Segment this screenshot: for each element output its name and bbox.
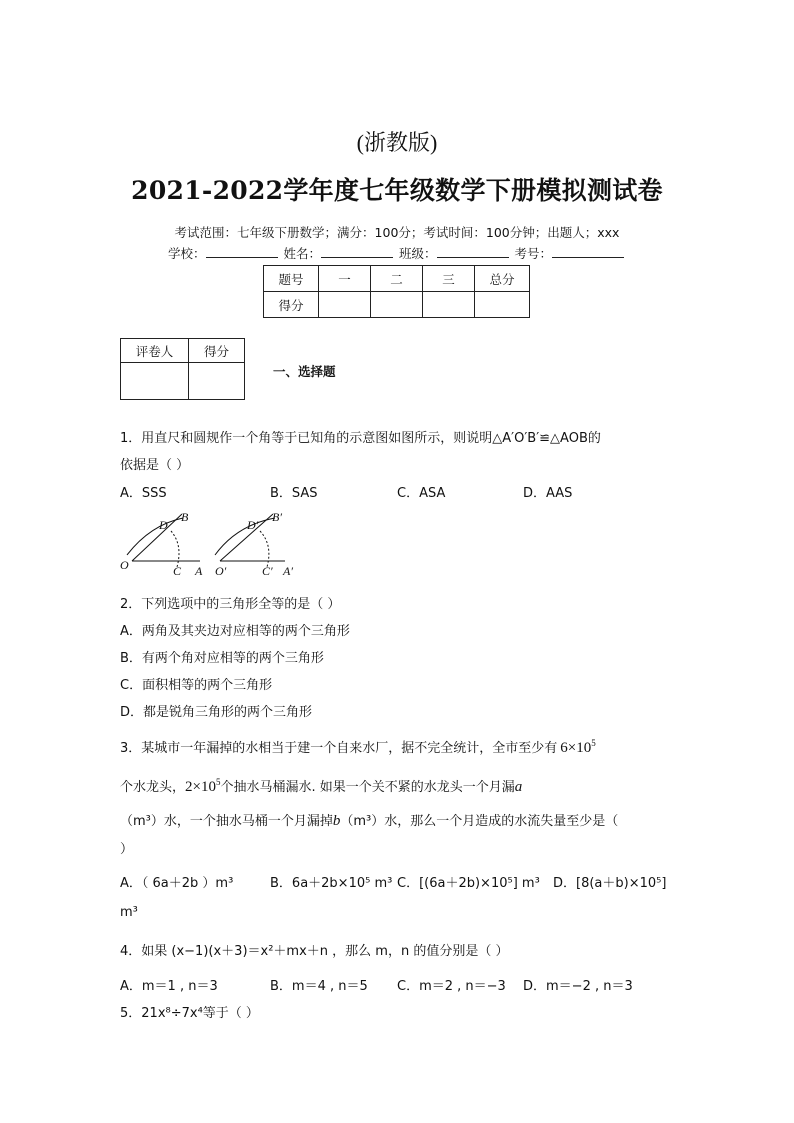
exam-edition: (浙教版) [356, 130, 438, 155]
q1-stem-line1: 1．用直尺和圆规作一个角等于已知角的示意图如图所示，则说明△A′O′B′≌△AOB的 [120, 431, 601, 446]
q3-line3-text-b: （m³）水，那么一个月造成的水流失量至少是（ [340, 814, 619, 829]
grader-score-header: 得分 [189, 339, 245, 363]
figure-label: B [181, 510, 189, 524]
score-row-label: 得分 [264, 292, 319, 318]
q2-option-d: D．都是锐角三角形的两个三角形 [120, 705, 313, 720]
q3-toilet-count [185, 779, 220, 795]
name-label: 姓名： [283, 246, 322, 261]
q3-line2-text-b: 个抽水马桶漏水. 如果一个关不紧的水龙头一个月漏 [220, 780, 515, 795]
name-blank[interactable] [321, 257, 393, 258]
q3-toilet-exp: 5 [215, 777, 221, 787]
score-cell[interactable] [319, 292, 371, 318]
score-header-cell: 二 [371, 266, 423, 292]
grader-header: 评卷人 [121, 339, 189, 363]
q3-line2-text-a: 个水龙头， [120, 780, 186, 795]
score-table [263, 265, 530, 318]
q3-faucet-count [560, 740, 595, 756]
figure-label: C [173, 564, 182, 578]
grader-score-cell[interactable] [189, 363, 245, 400]
number-blank[interactable] [552, 257, 624, 258]
score-header-cell: 三 [423, 266, 475, 292]
q3-faucet-base: 6×10 [560, 740, 592, 756]
score-header-cell: 一 [319, 266, 371, 292]
q2-option-a: A．两角及其夹边对应相等的两个三角形 [120, 624, 350, 639]
q3-line4: ） [120, 842, 134, 857]
grader-cell[interactable] [121, 363, 189, 400]
figure-label: D [159, 518, 168, 532]
score-header-cell: 题号 [264, 266, 319, 292]
figure-label: D′ [247, 518, 259, 532]
figure-label: O [120, 558, 129, 572]
q1-stem-line2: 依据是（ ） [120, 458, 190, 473]
q3-line2 [120, 776, 522, 796]
q1-option-c: C．ASA [397, 486, 446, 501]
q1-option-d: D．AAS [523, 486, 573, 501]
q4-stem: 4．如果 (x−1)(x＋3)＝x²＋mx＋n ，那么 m，n 的值分别是（ ） [120, 944, 509, 959]
score-cell[interactable] [475, 292, 530, 318]
q3-option-d: D．[8(a＋b)×10⁵] [553, 876, 667, 891]
grader-table [120, 338, 245, 400]
q3-line1-text: 3．某城市一年漏掉的水相当于建一个自来水厂，据不完全统计，全市至少有 [120, 741, 558, 756]
q1-option-a: A．SSS [120, 486, 167, 501]
q1-angle-figure [115, 505, 305, 583]
q2-option-c: C．面积相等的两个三角形 [120, 678, 273, 693]
score-header-cell: 总分 [475, 266, 530, 292]
q3-var-a: a [514, 779, 523, 795]
q4-option-b: B．m＝4 , n＝5 [270, 979, 368, 994]
q4-option-d: D．m＝−2 , n＝3 [523, 979, 633, 994]
figure-label: A [195, 564, 203, 578]
q3-toilet-base: 2×10 [185, 779, 216, 795]
school-label: 学校： [168, 246, 206, 261]
q3-line3 [120, 810, 618, 830]
figure-label: O′ [215, 564, 227, 578]
q3-option-d-unit: m³ [120, 905, 138, 920]
q4-option-c: C．m＝2 , n＝−3 [397, 979, 506, 994]
number-label: 考号： [514, 246, 553, 261]
q2-option-b: B．有两个角对应相等的两个三角形 [120, 651, 324, 666]
q1-option-b: B．SAS [270, 486, 318, 501]
figure-label: C′ [262, 564, 273, 578]
q3-option-c: C．[(6a＋2b)×10⁵] m³ [397, 876, 540, 891]
student-info-line [168, 244, 624, 262]
q5-stem: 5．21x⁸÷7x⁴等于（ ） [120, 1006, 259, 1021]
class-label: 班级： [399, 246, 437, 261]
q4-option-a: A．m＝1 , n＝3 [120, 979, 218, 994]
school-blank[interactable] [206, 257, 278, 258]
q3-faucet-exp: 5 [591, 738, 596, 748]
figure-label: B′ [272, 510, 282, 524]
figure-label: A′ [283, 564, 293, 578]
exam-title: 2021-2022学年度七年级数学下册模拟测试卷 [131, 176, 663, 205]
exam-info: 考试范围：七年级下册数学；满分：100分；考试时间：100分钟；出题人；xxx [174, 225, 620, 240]
q3-option-b: B．6a＋2b×10⁵ m³ [270, 876, 393, 891]
q3-line1 [120, 737, 596, 757]
section-title: 一、选择题 [273, 364, 336, 379]
q3-option-a: A．（ 6a＋2b ）m³ [120, 876, 234, 891]
q3-var-b: b [332, 813, 341, 829]
q3-line3-text-a: （m³）水，一个抽水马桶一个月漏掉 [120, 814, 333, 829]
score-cell[interactable] [371, 292, 423, 318]
q2-stem: 2．下列选项中的三角形全等的是（ ） [120, 597, 341, 612]
class-blank[interactable] [437, 257, 509, 258]
score-cell[interactable] [423, 292, 475, 318]
